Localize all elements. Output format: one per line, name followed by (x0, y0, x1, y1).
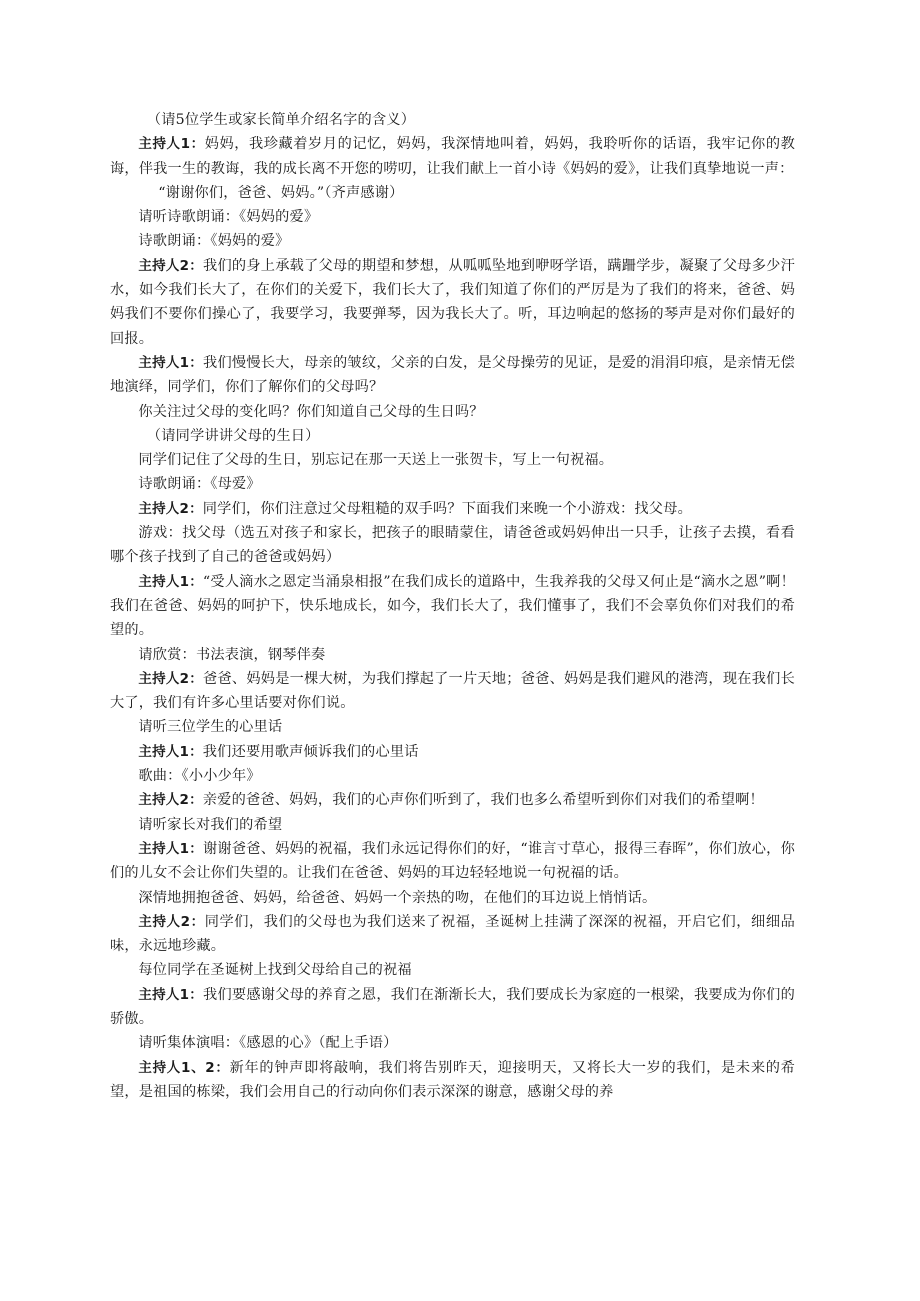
speaker-label: 主持人2： (138, 257, 204, 274)
dialogue-paragraph (110, 132, 795, 181)
text-paragraph (110, 958, 795, 982)
dialogue-paragraph (110, 740, 795, 764)
dialogue-paragraph (110, 1056, 795, 1105)
dialogue-paragraph (110, 254, 795, 351)
dialogue-paragraph (110, 351, 795, 400)
text-paragraph (110, 229, 795, 253)
speaker-label: 主持人2： (138, 670, 204, 687)
paragraph-text: （请同学讲讲父母的生日） (146, 427, 320, 444)
paragraph-text: 每位同学在圣诞树上找到父母给自己的祝福 (138, 962, 412, 979)
speaker-label: 主持人2： (138, 792, 203, 809)
text-paragraph (110, 472, 795, 496)
dialogue-paragraph (110, 570, 795, 643)
dialogue-paragraph (110, 667, 795, 716)
dialogue-paragraph (110, 910, 795, 959)
speaker-label: 主持人2： (138, 500, 203, 517)
text-paragraph (110, 181, 795, 205)
speaker-label: 主持人1： (138, 840, 203, 857)
paragraph-text: 新年的钟声即将敲响，我们将告别昨天，迎接明天，又将长大一岁的我们，是未来的希望，是祖国的栋梁，我们会用自己的行动向你们表示深深的谢意，感谢父母的养 (110, 1059, 795, 1100)
paragraph-text: 歌曲：《小小少年》 (138, 768, 261, 785)
paragraph-text: 爸爸、妈妈是一棵大树，为我们撑起了一片天地；爸爸、妈妈是我们避风的港湾，现在我们长大了，我们有许多心里话要对你们说。 (110, 670, 795, 712)
paragraph-text: 谢谢爸爸、妈妈的祝福，我们永远记得你们的好，“谁言寸草心，报得三春晖”，你们放心，你们的儿女不会让你们失望的。让我们在爸爸、妈妈的耳边轻轻地说一句祝福的话。 (110, 840, 795, 882)
paragraph-text: 我们要感谢父母的养育之恩，我们在渐渐长大，我们要成长为家庭的一根梁，我要成为你们的骄傲。 (110, 986, 795, 1027)
text-paragraph (110, 764, 795, 788)
speaker-label: 主持人1： (138, 986, 204, 1003)
paragraph-text: 游戏：找父母（选五对孩子和家长，把孩子的眼睛蒙住，请爸爸或妈妈伸出一只手，让孩子去摸，看看哪个孩子找到了自己的爸爸或妈妈） (110, 525, 795, 566)
document-page (110, 108, 795, 1104)
paragraph-text: 深情地拥抱爸爸、妈妈，给爸爸、妈妈一个亲热的吻，在他们的耳边说上悄悄话。 (138, 889, 657, 906)
paragraph-text: 亲爱的爸爸、妈妈，我们的心声你们听到了，我们也多么希望听到你们对我们的希望啊！ (202, 792, 764, 809)
paragraph-text: 妈妈，我珍藏着岁月的记忆，妈妈，我深情地叫着，妈妈，我聆听你的话语，我牢记你的教诲，伴我一生的教诲，我的成长离不开您的唠叨，让我们献上一首小诗《妈妈的爱》，让我们真挚地说一声： (110, 136, 795, 177)
dialogue-paragraph (110, 497, 795, 521)
speaker-label: 主持人1、2： (138, 1059, 230, 1076)
paragraph-text: 请欣赏：书法表演，钢琴伴奏 (138, 646, 326, 663)
text-paragraph (110, 521, 795, 570)
paragraph-text: （请5位学生或家长简单介绍名字的含义） (146, 112, 416, 128)
paragraph-text: 同学们，我们的父母也为我们送来了祝福，圣诞树上挂满了深深的祝福，开启它们，细细品味，永远地珍藏。 (110, 913, 795, 955)
paragraph-text: 请听三位学生的心里话 (138, 719, 283, 736)
paragraph-text: 我们还要用歌声倾诉我们的心里话 (202, 743, 419, 760)
text-paragraph (110, 400, 795, 424)
paragraph-text: “受人滴水之恩定当涌泉相报”在我们成长的道路中，生我养我的父母又何止是“滴水之恩”啊！我们在爸爸、妈妈的呵护下，快乐地成长，如今，我们长大了，我们懂事了，我们不会辜负你们对我们的希望的。 (110, 573, 795, 639)
text-paragraph (110, 1031, 795, 1055)
text-paragraph (110, 886, 795, 910)
text-paragraph (110, 108, 795, 132)
speaker-label: 主持人1： (138, 354, 204, 371)
text-paragraph (110, 643, 795, 667)
paragraph-text: 诗歌朗诵：《妈妈的爱》 (138, 233, 290, 250)
paragraph-text: 你关注过父母的变化吗？你们知道自己父母的生日吗？ (138, 403, 484, 420)
dialogue-paragraph (110, 837, 795, 886)
dialogue-paragraph (110, 983, 795, 1032)
dialogue-paragraph (110, 788, 795, 812)
text-paragraph (110, 448, 795, 472)
paragraph-text: 诗歌朗诵：《母爱》 (138, 476, 261, 493)
speaker-label: 主持人1： (138, 573, 203, 590)
text-paragraph (110, 715, 795, 739)
speaker-label: 主持人1： (138, 136, 205, 153)
paragraph-text: 我们慢慢长大，母亲的皱纹，父亲的白发，是父母操劳的见证，是爱的涓涓印痕，是亲情无偿地演绎，同学们，你们了解你们的父母吗？ (110, 354, 795, 396)
paragraph-text: “谢谢你们，爸爸、妈妈。”（齐声感谢） (158, 184, 404, 201)
paragraph-text: 请听集体演唱：《感恩的心》（配上手语） (138, 1035, 398, 1052)
text-paragraph (110, 424, 795, 448)
text-paragraph (110, 813, 795, 837)
paragraph-text: 请听家长对我们的希望 (138, 816, 283, 833)
paragraph-text: 请听诗歌朗诵：《妈妈的爱》 (138, 209, 319, 226)
speaker-label: 主持人1： (138, 743, 203, 760)
paragraph-text: 同学们，你们注意过父母粗糙的双手吗？下面我们来晚一个小游戏：找父母。 (202, 500, 692, 517)
text-paragraph (110, 205, 795, 229)
paragraph-text: 同学们记住了父母的生日，别忘记在那一天送上一张贺卡，写上一句祝福。 (138, 452, 614, 469)
speaker-label: 主持人2： (138, 913, 205, 930)
paragraph-text: 我们的身上承载了父母的期望和梦想，从呱呱坠地到咿呀学语，蹒跚学步，凝聚了父母多少汗水，如今我们长大了，在你们的关爱下，我们长大了，我们知道了你们的严厉是为了我们的将来，爸爸、妈妈我们不要你们操心了，我要学习，我要弹琴，因为我长大了。听，耳边响起的悠扬的琴声是对你们最好的回报。 (110, 257, 795, 347)
